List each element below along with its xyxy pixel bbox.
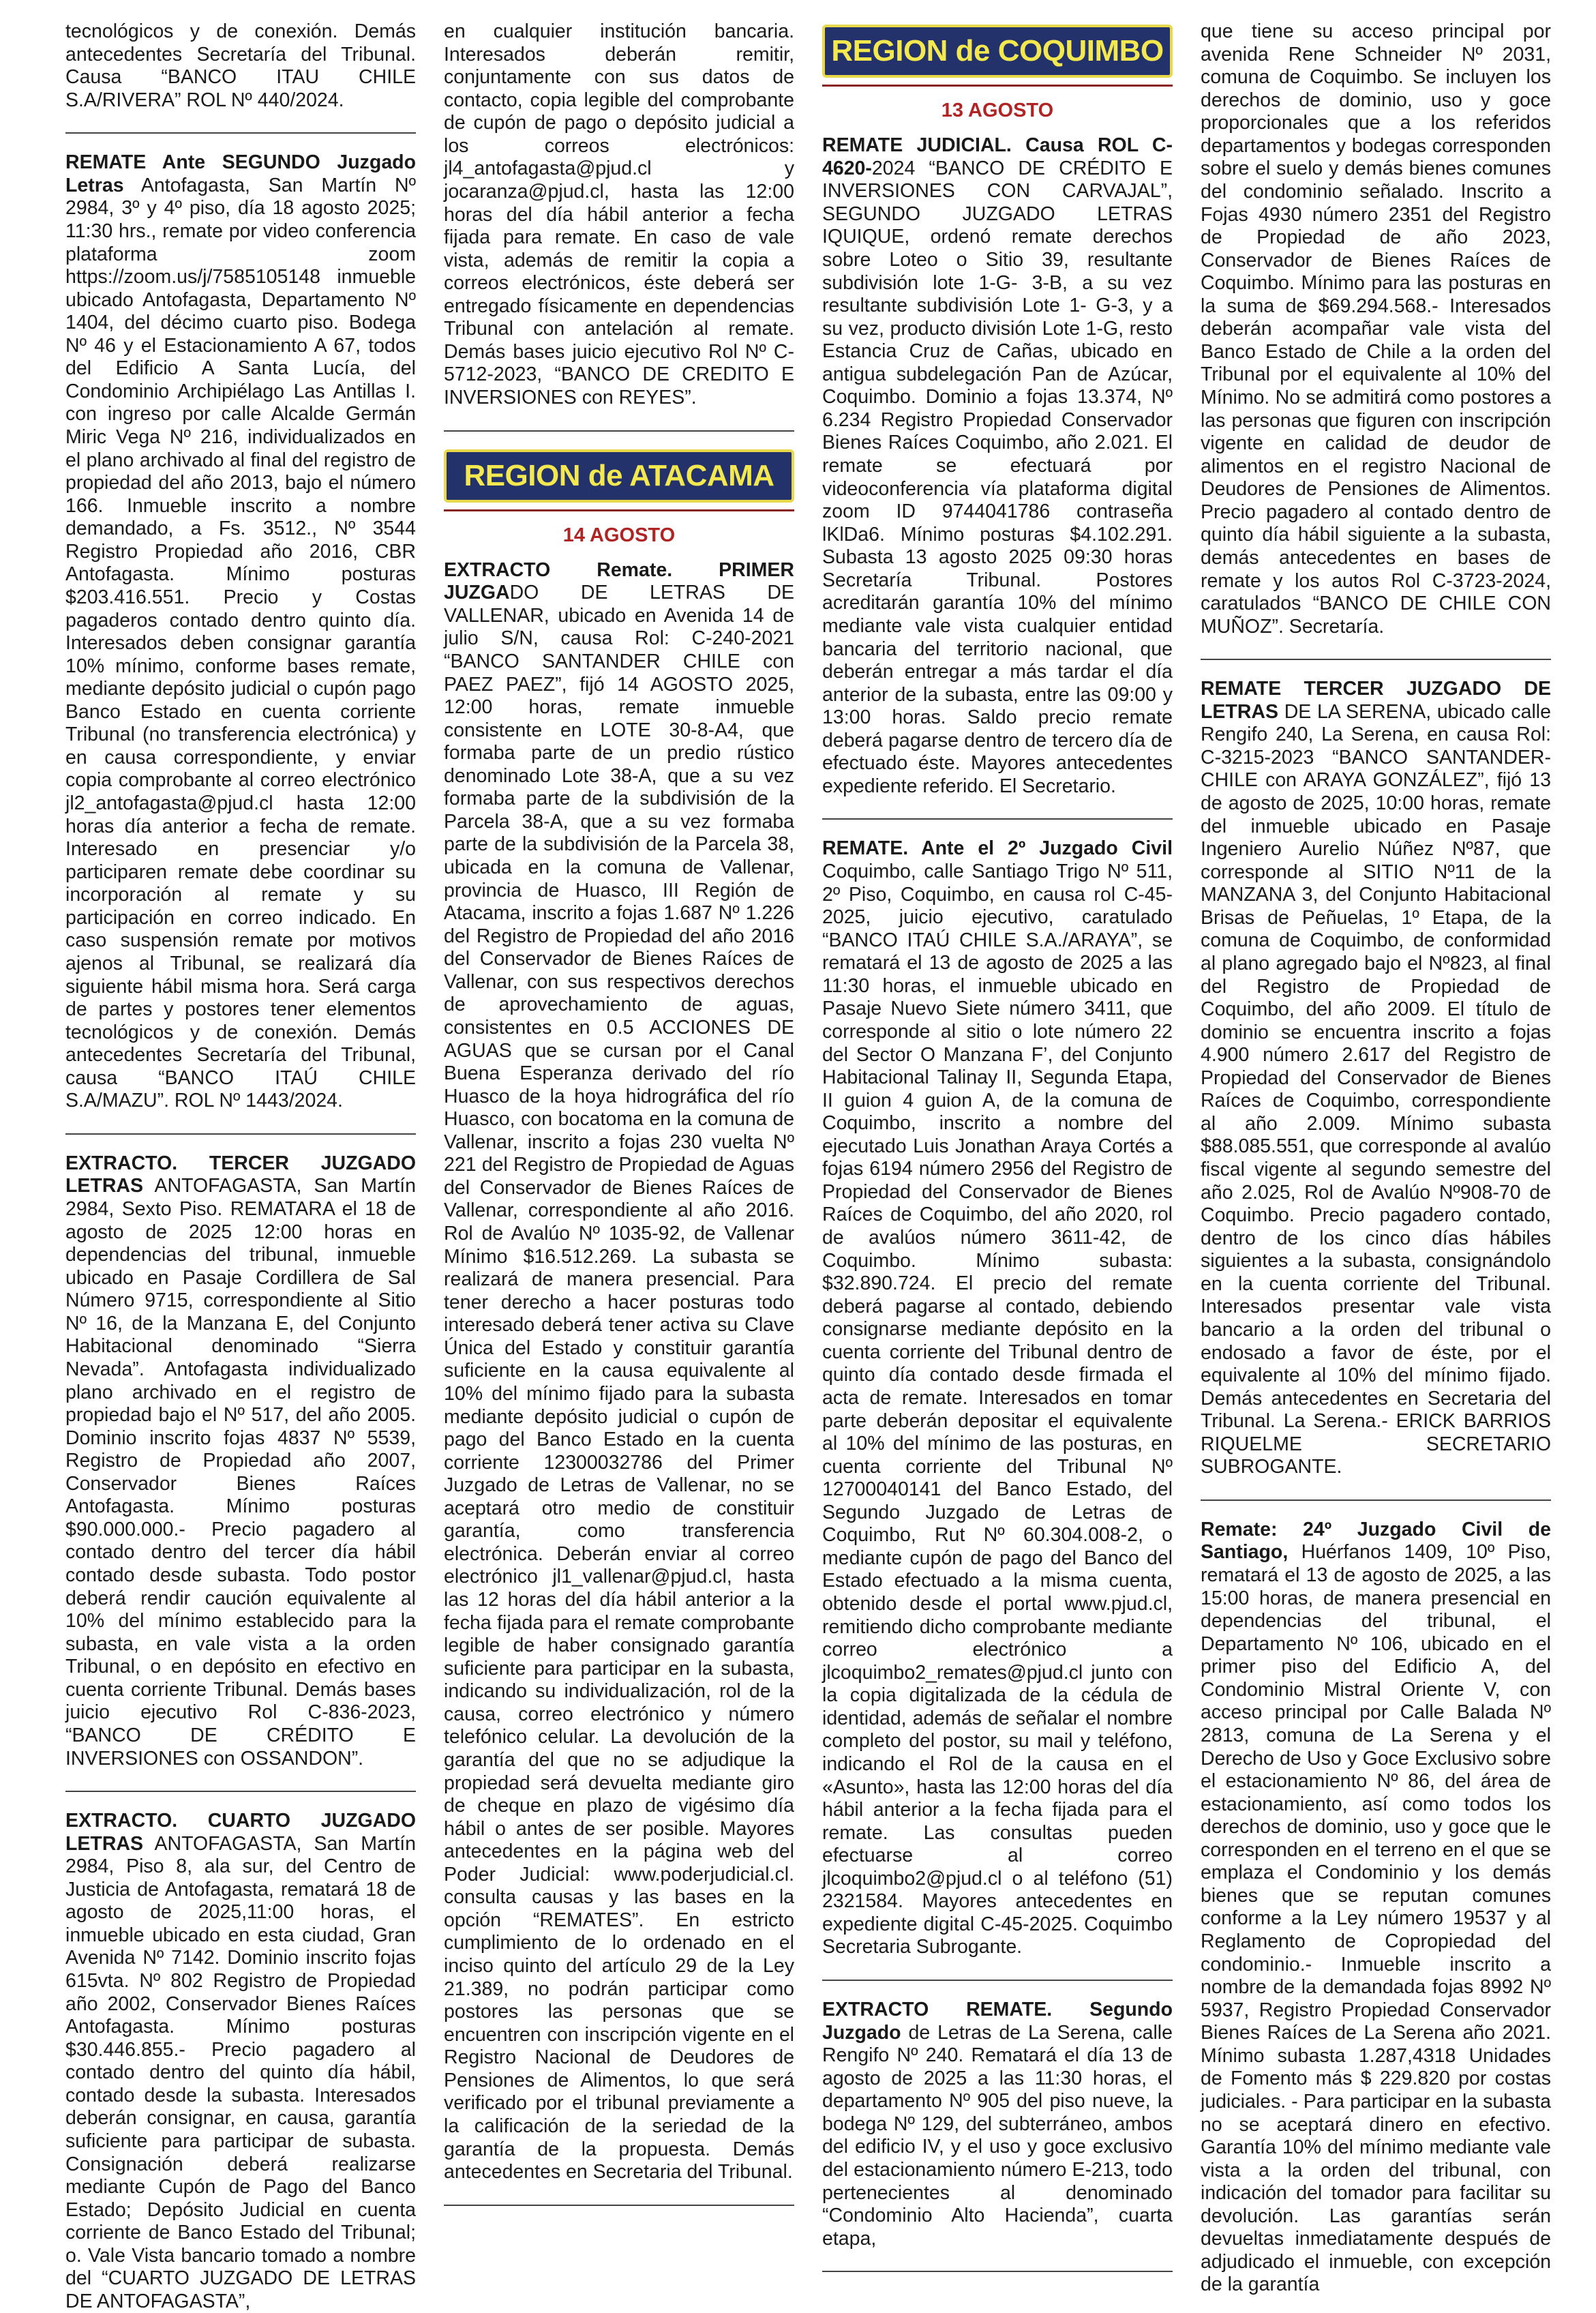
notice [65,1152,416,1770]
auction-date: 14 AGOSTO [562,524,676,546]
region-title: REGION de COQUIMBO [831,34,1164,68]
continued-text: en cualquier institución bancaria. Interesados deberán remitir, conjuntamente con sus datos de contacto, copia legible del comprobante de cupón de pago o depósito judicial a los correos electrónicos: jl4_antofagasta@pjud.cl y jocaranza@pjud.cl, hasta las 12:00 horas del día hábil anterior a fecha fijada para remate. En caso de vale vista, además de remitir la copia a correos electrónicos, éste deberá ser entregado físicamente en dependencias Tribunal con antelación al remate. Demás bases juicio ejecutivo Rol Nº C-5712-2023, “BANCO DE CREDITO E INVERSIONES con REYES”. [444,20,794,408]
notice-body: DE LA SERENA, ubicado calle Rengifo 240, La Serena, en causa Rol: C-3215-2023 “BANCO SANTANDER-CHILE con ARAYA GONZÁLEZ”, fijó 13 de agosto de 2025, 10:00 horas, remate del inmueble ubicado en Pasaje Ingeniero Aurelio Núñez Nº87, que corresponde al SITIO Nº11 de la MANZANA 3, del Conjunto Habitacional Brisas de Peñuelas, 1º Etapa, de la comuna de Coquimbo, de conformidad al plano agregado bajo el Nº823, al final del Registro de Propiedad de Coquimbo, del año 2009. El título de dominio se encuentra inscrito a fojas 4.900 número 2.617 del Registro de Propiedad del Conservador de Bienes Raíces de Coquimbo, correspondiente al año 2.009. Mínimo subasta $88.085.551, que corresponde al avalúo fiscal vigente al segundo semestre del año 2.025, Rol de Avalúo Nº908-70 de Coquimbo. Precio pagadero contado, dentro de los cinco días hábiles siguientes a la subasta, consignándolo en la cuenta corriente del Tribunal. Interesados presentar vale vista bancario a la orden del tribunal o endosado a favor de éste, por el equivalente al 10% del mínimo fijado. Demás antecedentes en Secretaria del Tribunal. La Serena.- ERICK BARRIOS RIQUELME SECRETARIO SUBROGANTE. [1201,700,1551,1478]
notice-heading: REMATE JUDICIAL. Causa ROL C-4620- [822,134,1173,179]
region-banner [444,449,794,503]
notice-body: DO DE LETRAS DE VALLENAR, ubicado en Avenida 14 de julio S/N, causa Rol: C-240-2021 “BANCO SANTANDER CHILE con PAEZ PAEZ”, fijó 14 AGOSTO 2025, 12:00 horas, remate inmueble consistente en LOTE 30-8-A4, que formaba parte de un predio rústico denominado Lote 38-A, que a su vez formaba parte de la subdivisión de la Parcela 38-A, que a su vez formaba parte de la subdivisión de la Parcela 38, ubicada en la comuna de Vallenar, provincia de Huasco, III Región de Atacama, inscrito a fojas 1.687 Nº 1.226 del Registro de Propiedad del año 2016 del Conservador de Bienes Raíces de Vallenar, con sus respectivos derechos de aprovechamiento de aguas, consistentes en 0.5 ACCIONES DE AGUAS que se cursan por el Canal Buena Esperanza derivado del río Huasco de la hoya hidrográfica del río Huasco, con bocatoma en la comuna de Vallenar, inscrito a fojas 230 vuelta Nº 221 del Registro de Propiedad de Aguas del Conservador de Bienes Raíces de Vallenar, correspondiente al año 2016. Rol de Avalúo Nº 1035-92, de Vallenar Mínimo $16.512.269. La subasta se realizará de manera presencial. Para tener derecho a hacer posturas todo interesado deberá tener activa su Clave Única del Estado y constituir garantía suficiente en la causa equivalente al 10% del mínimo fijado para la subasta mediante depósito judicial o cupón de pago del Banco Estado en la cuenta corriente 12300032786 del Primer Juzgado de Letras de Vallenar, no se aceptará otro medio de constituir garantía, como transferencia electrónica. Deberán enviar al correo electrónico jl1_vallenar@pjud.cl, hasta las 12 horas del día hábil anterior a la fecha fijada para el remate comprobante legible de haber consignado garantía suficiente para participar en la subasta, indicando su individualización, rol de la causa, correo electrónico y número telefónico celular. La devolución de la garantía del que no se adjudique la propiedad será devuelta mediante giro de cheque en plazo de vigésimo día hábil o antes de ser posible. Mayores antecedentes en la página web del Poder Judicial: www.poderjudicial.cl. consulta causas y las bases en la opción “REMATES”. En estricto cumplimiento de lo ordenado en el inciso quinto del artículo 29 de la Ley 21.389, no podrán participar como postores las personas que se encuentren con inscripción vigente en el Registro Nacional de Deudores de Pensiones de Alimentos, lo que será verificado por el tribunal previamente a la calificación de la seriedad de la garantía de la propuesta. Demás antecedentes en Secretaria del Tribunal. [444,582,794,2183]
notice-body: Coquimbo, calle Santiago Trigo Nº 511, 2º Piso, Coquimbo, en causa rol C-45-2025, juicio ejecutivo, caratulado “BANCO ITAÚ CHILE S.A./ARAYA”, se rematará el 13 de agosto de 2025 a las 11:30 horas, el inmueble ubicado en Pasaje Nuevo Siete número 3411, que corresponde al sitio o lote número 22 del Sector O Manzana F’, del Conjunto Habitacional Talinay II, Segunda Etapa, II guion 4 guion A, de la comuna de Coquimbo, inscrito a nombre del ejecutado Luis Jonathan Araya Cortés a fojas 6194 número 2956 del Registro de Propiedad del Conservador de Bienes Raíces de Coquimbo, del año 2020, rol de avalúos número 3611-42, de Coquimbo. Mínimo subasta: $32.890.724. El precio del remate deberá pagarse al contado, debiendo consignarse mediante depósito en la cuenta corriente del Tribunal dentro de quinto día contado desde firmada el acta de remate. Interesados en tomar parte deberán depositar el equivalente al 10% del mínimo de las posturas, en cuenta corriente del Tribunal Nº 12700040141 del Banco Estado, del Segundo Juzgado de Letras de Coquimbo, Rut Nº 60.304.008-2, o mediante cupón de pago del Banco del Estado efectuado a la misma cuenta, obtenido desde el portal www.pjud.cl, remitiendo dicho comprobante mediante correo electrónico a jlcoquimbo2_remates@pjud.cl junto con la copia digitalizada de la cédula de identidad, además de señalar el nombre completo del postor, su mail y teléfono, indicando el Rol de la causa en el «Asunto», hasta las 12:00 horas del día hábil anterior a la fecha fijada para el remate. Las consultas pueden efectuarse al correo jlcoquimbo2@pjud.cl o al teléfono (51) 2321584. Mayores antecedentes en expediente digital C-45-2025. Coquimbo Secretaria Subrogante. [822,861,1173,1958]
notice-heading: EXTRACTO. CUARTO JUZGADO LETRAS [65,1810,416,1855]
notice-heading: EXTRACTO REMATE. Segundo Juzgado [822,1999,1173,2044]
divider [444,2205,794,2206]
notice-body: ANTOFAGASTA, San Martín 2984, Piso 8, ala sur, del Centro de Justicia de Antofagasta, rematará 18 de agosto de 2025,11:00 horas, el inmueble ubicado en esta ciudad, Gran Avenida Nº 7142. Dominio inscrito fojas 615vta. Nº 802 Registro de Propiedad año 2002, Conservador Bienes Raíces Antofagasta. Mínimo posturas $30.446.855.- Precio pagadero al contado dentro del quinto día hábil, contado desde la subasta. Interesados deberán consignar, en causa, garantía suficiente para participar de subasta. Consignación deberá realizarse mediante Cupón de Pago del Banco Estado; Depósito Judicial en cuenta corriente de Banco Estado del Tribunal; o. Vale Vista bancario tomado a nombre del “CUARTO JUZGADO DE LETRAS DE ANTOFAGASTA”, [65,1832,416,2312]
region-rule [444,509,794,511]
notice [1201,1519,1551,2297]
notice-body: de Letras de La Serena, calle Rengifo Nº 240. Rematará el día 13 de agosto de 2025 a las 11:30 horas, el departamento Nº 905 del piso nueve, la bodega Nº 129, del subterráneo, ambos del edificio IV, y el uso y goce exclusivo del estacionamiento número E-213, todo pertenecientes al denominado “Condominio Alto Hacienda”, cuarta etapa, [822,2021,1173,2250]
divider [444,430,794,432]
column-2 [444,20,794,2224]
notice [1201,678,1551,1479]
column-3 [822,20,1173,2290]
notice-heading: EXTRACTO. TERCER JUZGADO LETRAS [65,1152,416,1197]
divider [1201,1499,1551,1501]
region-rule [822,85,1173,87]
notice [65,1810,416,2313]
region-banner [822,25,1173,78]
notice [444,559,794,2184]
divider [65,1133,416,1135]
notice [65,151,416,1113]
notice-heading: EXTRACTO Remate. PRIMER JUZGA [444,558,794,604]
notice-body: ANTOFAGASTA, San Martín 2984, Sexto Piso. REMATARA el 18 de agosto de 2025 12:00 horas en dependencias del tribunal, inmueble ubicado en Pasaje Cordillera de Sal Número 9715, correspondiente al Sitio Nº 16, de la Manzana E, del Conjunto Habitacional denominado “Sierra Nevada”. Antofagasta individualizado plano archivado en el registro de propiedad bajo el Nº 517, del año 2005. Dominio inscrito fojas 4837 Nº 5539, Registro de Propiedad año 2007, Conservador Bienes Raíces Antofagasta. Mínimo posturas $90.000.000.- Precio pagadero al contado dentro del tercer día hábil contado desde subasta. Todo postor deberá rendir caución equivalente al 10% del mínimo establecido para la subasta, en vale vista a la orden Tribunal, o en depósito en efectivo en cuenta corriente Tribunal. Demás bases juicio ejecutivo Rol C-836-2023, “BANCO DE CRÉDITO E INVERSIONES con OSSANDON”. [65,1175,416,1770]
notice [822,1999,1173,2250]
notice-heading: REMATE Ante SEGUNDO Juzgado Letras [65,151,416,196]
column-4 [1201,20,1551,2297]
region-title: REGION de ATACAMA [464,458,774,492]
notice-heading: REMATE. Ante el 2º Juzgado Civil [822,837,1173,860]
divider [65,1791,416,1792]
auction-date: 13 AGOSTO [941,100,1054,121]
notice-heading: Remate: 24º Juzgado Civil de Santiago, [1201,1518,1551,1564]
column-1 [65,20,416,2313]
notice-body: Huérfanos 1409, 10º Piso, rematará el 13 de agosto de 2025, a las 15:00 horas, de manera presencial en dependencias del tribunal, el Departamento Nº 106, ubicado en el primer piso del Edificio A, del Condominio Mistral Oriente V, con acceso principal por Calle Balada Nº 2813, comuna de La Serena y el Derecho de Uso y Goce Exclusivo sobre el estacionamiento Nº 86, del área de estacionamiento, así como todos los derechos de dominio, uso y goce que le corresponden en el terreno en el que se emplaza el Condominio y los demás bienes que se reputan comunes conforme a la Ley número 19537 y al Reglamento de Copropiedad del condominio.- Inmueble inscrito a nombre de la demandada fojas 8992 Nº 5937, Registro Propiedad Conservador Bienes Raíces de La Serena año 2021. Mínimo subasta 1.287,4318 Unidades de Fomento más $ 229.820 por costas judiciales. - Para participar en la subasta no se aceptará dinero en efectivo. Garantía 10% del mínimo mediante vale vista a la orden del tribunal, con indicación del tomador para facilitar su devolución. Las garantías serán devueltas inmediatamente después de adjudicado el inmueble, con excepción de la garantía [1201,1541,1551,2296]
notice-body: 2024 “BANCO DE CRÉDITO E INVERSIONES CON CARVAJAL”, SEGUNDO JUZGADO LETRAS IQUIQUE, ordenó remate derechos sobre Loteo o Sitio 39, resultante subdivisión lote 1-G- 3-B, a su vez resultante subdivisión Lote 1- G-3, y a su vez, producto división Lote 1-G, resto Estancia Cruz de Cañas, ubicado en antigua subdelegación Pan de Azúcar, Coquimbo. Dominio a fojas 13.374, Nº 6.234 Registro Propiedad Conservador Bienes Raíces Coquimbo, año 2.021. El remate se efectuará por videoconferencia vía plataforma digital zoom ID 9744041786 contraseña lKlDa6. Mínimo posturas $4.102.291. Subasta 13 agosto 2025 09:30 horas Secretaría Tribunal. Postores acreditarán garantía 10% del mínimo mediante vale vista cualquier entidad bancaria del territorio nacional, que deberán entregar a más tardar el día anterior de la subasta, entre las 09:00 y 13:00 horas. Saldo precio remate deberá pagarse dentro de tercero día de efectuado éste. Mayores antecedentes expediente referido. El Secretario. [822,157,1173,797]
divider [1201,659,1551,660]
notice [822,837,1173,1959]
divider [822,818,1173,820]
divider [822,2271,1173,2272]
notice [822,134,1173,798]
notice-heading: REMATE TERCER JUZGADO DE LETRAS [1201,678,1551,723]
notice-body: Antofagasta, San Martín Nº 2984, 3º y 4º piso, día 18 agosto 2025; 11:30 hrs., remate por video conferencia plataforma zoom https://zoom.us/j/7585105148 inmueble ubicado Antofagasta, Departamento Nº 1404, del décimo cuarto piso. Bodega Nº 46 y el Estacionamiento A 67, todos del Edificio A Santa Lucía, del Condominio Archipiélago Las Antillas I. con ingreso por calle Alcalde Germán Miric Vega Nº 216, individualizados en el plano archivado al final del registro de propiedad del año 2013, bajo el número 166. Inmueble inscrito a nombre demandado, a Fs. 3512., Nº 3544 Registro Propiedad año 2016, CBR Antofagasta. Mínimo posturas $203.416.551. Precio y Costas pagaderos contado dentro quinto día. Interesados deben consignar garantía 10% mínimo, conforme bases remate, mediante depósito judicial o cupón pago Banco Estado en cuenta corriente Tribunal (no transferencia electrónica) y en causa correspondiente, y enviar copia comprobante al correo electrónico jl2_antofagasta@pjud.cl hasta 12:00 horas día anterior a fecha de remate. Interesado en presenciar y/o participaren remate debe coordinar su incorporación al remate y su participación en correo indicado. En caso suspensión remate por motivos ajenos al Tribunal, se realizará día siguiente hábil misma hora. Será carga de partes y postores tener elementos tecnológicos y de conexión. Demás antecedentes Secretaría del Tribunal, causa “BANCO ITAÚ CHILE S.A/MAZU”. ROL Nº 1443/2024. [65,174,416,1112]
divider [65,132,416,134]
continued-text: que tiene su acceso principal por avenida Rene Schneider Nº 2031, comuna de Coquimbo. Se incluyen los derechos de dominio, uso y goce proporcionales que a los referidos departamentos y bodegas corresponden sobre el suelo y demás bienes comunes del condominio señalado. Inscrito a Fojas 4930 número 2351 del Registro de Propiedad de año 2023, Conservador de Bienes Raíces de Coquimbo. Mínimo para las posturas en la suma de $69.294.568.- Interesados deberán acompañar vale vista del Banco Estado de Chile a la orden del Tribunal por el equivalente al 10% del Mínimo. No se admitirá como postores a las personas que figuren con inscripción vigente en calidad de deudor de alimentos en el registro Nacional de Deudores de Pensiones de Alimentos. Precio pagadero al contado dentro de quinto día hábil siguiente a la subasta, demás antecedentes en bases de remate y los autos Rol C-3723-2024, caratulados “BANCO DE CHILE CON MUÑOZ”. Secretaría. [1201,20,1551,638]
divider [822,1980,1173,1981]
continued-text: tecnológicos y de conexión. Demás antecedentes Secretaría del Tribunal. Causa “BANCO ITAU CHILE S.A/RIVERA” ROL Nº 440/2024. [65,20,416,111]
